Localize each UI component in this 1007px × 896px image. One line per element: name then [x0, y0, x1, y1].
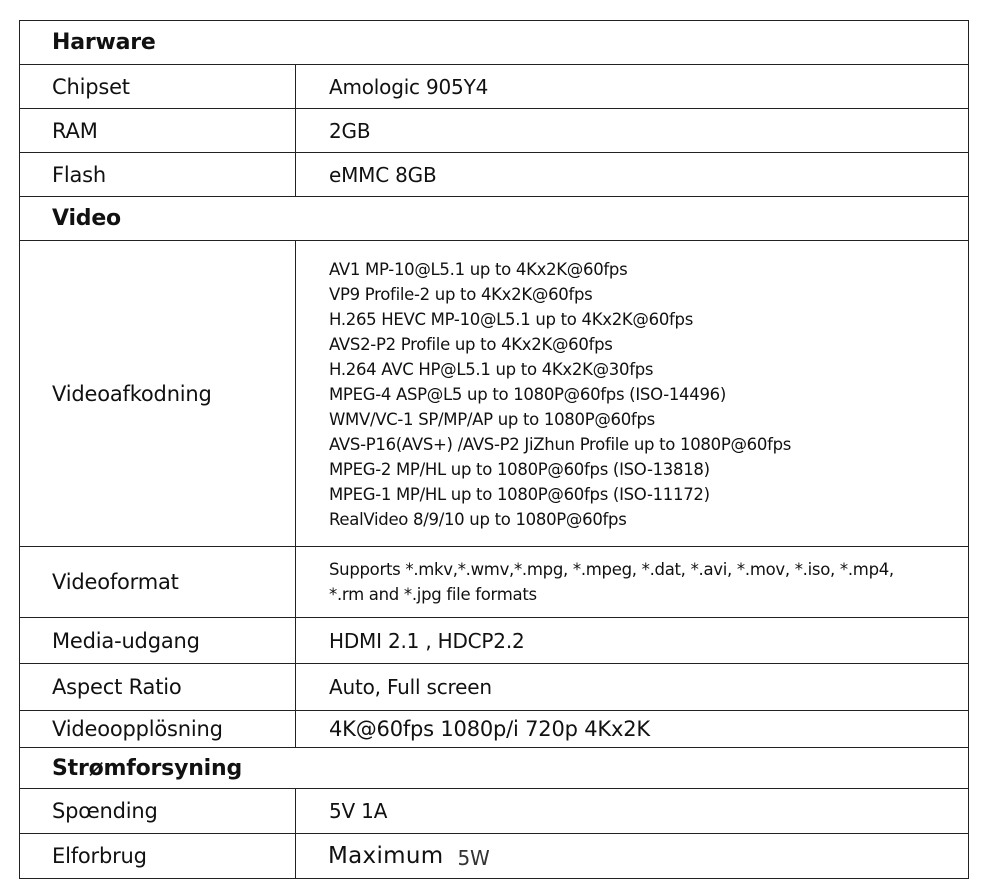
row-label-power-usage: Elforbrug — [20, 834, 296, 879]
codec-item: H.265 HEVC MP-10@L5.1 up to 4Kx2K@60fps — [329, 310, 693, 329]
codec-item: AVS-P16(AVS+) /AVS-P2 JiZhun Profile up to 1080P@60fps — [329, 435, 792, 454]
video-format-text: Supports *.mkv,*.wmv,*.mpg, *.mpeg, *.dat, *.avi, *.mov, *.iso, *.mp4, *.rm and *.jpg file formats — [329, 559, 894, 604]
row-value-voltage: 5V 1A — [296, 789, 969, 834]
codec-item: AV1 MP-10@L5.1 up to 4Kx2K@60fps — [329, 260, 628, 279]
row-value-video-resolution: 4K@60fps 1080p/i 720p 4Kx2K — [296, 711, 969, 748]
section-title-hardware: Harware — [20, 21, 969, 65]
power-usage-label: Maximum — [328, 843, 444, 869]
table-row — [20, 711, 969, 748]
row-label-video-resolution: Videoopplösning — [20, 711, 296, 748]
row-value-aspect-ratio: Auto, Full screen — [296, 664, 969, 711]
codec-item: H.264 AVC HP@L5.1 up to 4Kx2K@30fps — [329, 360, 654, 379]
section-row-hardware — [20, 21, 969, 65]
table-row — [20, 241, 969, 547]
table-row — [20, 618, 969, 664]
row-label-video-decoding: Videoafkodning — [20, 241, 296, 547]
table-row — [20, 153, 969, 197]
section-row-video — [20, 197, 969, 241]
row-value-media-output: HDMI 2.1 , HDCP2.2 — [296, 618, 969, 664]
table-row — [20, 789, 969, 834]
row-value-video-decoding — [296, 241, 969, 547]
section-title-video: Video — [20, 197, 969, 241]
row-value-flash: eMMC 8GB — [296, 153, 969, 197]
row-value-power-usage — [296, 834, 969, 879]
row-label-media-output: Media-udgang — [20, 618, 296, 664]
table-row — [20, 109, 969, 153]
power-usage-amount: 5W — [457, 846, 490, 870]
table-row — [20, 834, 969, 879]
row-label-chipset: Chipset — [20, 65, 296, 109]
codec-item: AVS2-P2 Profile up to 4Kx2K@60fps — [329, 335, 613, 354]
row-value-chipset: Amologic 905Y4 — [296, 65, 969, 109]
row-label-ram: RAM — [20, 109, 296, 153]
table-row — [20, 664, 969, 711]
row-label-flash: Flash — [20, 153, 296, 197]
codec-item: MPEG-4 ASP@L5 up to 1080P@60fps (ISO-14496) — [329, 385, 726, 404]
row-label-aspect-ratio: Aspect Ratio — [20, 664, 296, 711]
section-row-power — [20, 748, 969, 789]
row-value-ram: 2GB — [296, 109, 969, 153]
row-value-video-format — [296, 547, 969, 618]
section-title-power: Strømforsyning — [20, 748, 969, 789]
codec-item: WMV/VC-1 SP/MP/AP up to 1080P@60fps — [329, 410, 655, 429]
codec-item: VP9 Profile-2 up to 4Kx2K@60fps — [329, 285, 593, 304]
codec-item: RealVideo 8/9/10 up to 1080P@60fps — [329, 510, 627, 529]
table-row — [20, 547, 969, 618]
codec-item: MPEG-2 MP/HL up to 1080P@60fps (ISO-13818) — [329, 460, 710, 479]
row-label-video-format: Videoformat — [20, 547, 296, 618]
table-row — [20, 65, 969, 109]
codec-list — [329, 241, 968, 546]
spec-table — [19, 20, 969, 879]
codec-item: MPEG-1 MP/HL up to 1080P@60fps (ISO-11172) — [329, 485, 710, 504]
row-label-voltage: Spœnding — [20, 789, 296, 834]
